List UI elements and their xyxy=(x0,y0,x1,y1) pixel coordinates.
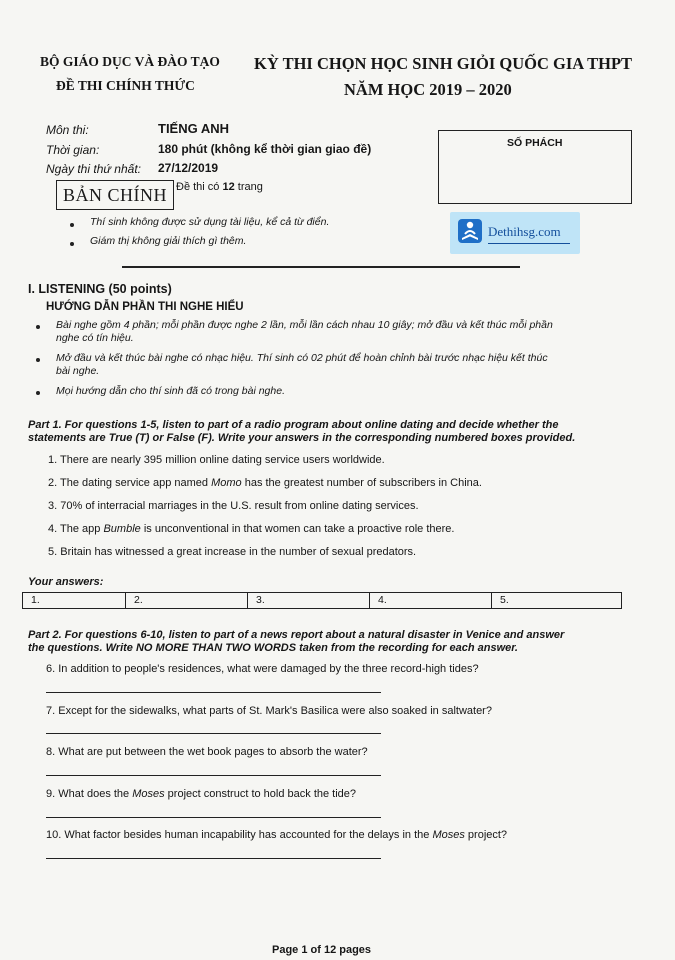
official-exam-label: ĐỀ THI CHÍNH THỨC xyxy=(56,78,195,93)
date-value: 27/12/2019 xyxy=(158,161,219,175)
answer-box-2[interactable]: 2. xyxy=(125,593,247,608)
statement-2 xyxy=(48,477,482,489)
guide-line-3: Mọi hướng dẫn cho thí sinh đã có trong bài nghe. xyxy=(56,385,285,397)
guide-line-2a: Mở đầu và kết thúc bài nghe có nhạc hiệu. Thí sinh có 02 phút để hoàn chỉnh bài trước nhạc hiệu kết thúc xyxy=(56,352,548,364)
question-9 xyxy=(46,788,356,800)
question-6 xyxy=(46,663,479,675)
bullet-icon xyxy=(70,223,74,227)
question-10 xyxy=(46,829,507,841)
question-emphasis: Moses xyxy=(132,788,165,800)
question-8 xyxy=(46,746,368,758)
answer-line-9[interactable] xyxy=(46,817,381,818)
question-emphasis: Moses xyxy=(432,829,465,841)
answer-line-6[interactable] xyxy=(46,692,381,693)
statement-text-end: has the greatest number of subscribers in China. xyxy=(241,477,482,489)
question-text: 8. What are put between the wet book pages to absorb the water? xyxy=(46,746,368,758)
part1-instruction-line2: statements are True (T) or False (F). Write your answers in the corresponding numbered boxes provided. xyxy=(28,432,576,444)
exam-title: KỲ THI CHỌN HỌC SINH GIỎI QUỐC GIA THPT xyxy=(254,54,633,73)
time-value: 180 phút (không kể thời gian giao đề) xyxy=(158,142,372,156)
watermark-badge xyxy=(450,212,580,254)
header-divider xyxy=(122,266,520,268)
statement-3 xyxy=(48,500,419,512)
question-text-end: project construct to hold back the tide? xyxy=(164,788,357,800)
part2-instruction-line2: the questions. Write NO MORE THAN TWO WORDS taken from the recording for each answer. xyxy=(28,642,518,654)
statement-text: There are nearly 395 million online dating service users worldwide. xyxy=(60,454,385,466)
date-label: Ngày thi thứ nhất: xyxy=(46,162,141,176)
answer-line-8[interactable] xyxy=(46,775,381,776)
listening-guide-title: HƯỚNG DẪN PHẦN THI NGHE HIỂU xyxy=(46,301,244,313)
statement-text: The app xyxy=(60,523,104,535)
statement-text: 70% of interracial marriages in the U.S. result from online dating services. xyxy=(60,500,419,512)
question-text-end: project? xyxy=(464,829,508,841)
statement-5 xyxy=(48,546,416,558)
answer-box-3[interactable]: 3. xyxy=(247,593,369,608)
answer-box-1[interactable]: 1. xyxy=(31,594,40,606)
question-text: 10. What factor besides human incapability has accounted for the delays in the xyxy=(46,829,433,841)
page-number: Page 1 of 12 pages xyxy=(272,944,372,956)
listening-title: I. LISTENING (50 points) xyxy=(28,282,172,296)
answer-box-5[interactable]: 5. xyxy=(491,593,621,608)
question-7 xyxy=(46,705,492,717)
page-count-note xyxy=(176,181,263,193)
watermark-underline xyxy=(488,243,570,244)
statement-emphasis: Bumble xyxy=(103,523,141,535)
school-year: NĂM HỌC 2019 – 2020 xyxy=(344,80,512,99)
answer-line-7[interactable] xyxy=(46,733,381,734)
rule-no-materials: Thí sinh không được sử dụng tài liệu, kể cả từ điển. xyxy=(90,216,330,228)
part2-instruction-line1: Part 2. For questions 6-10, listen to part of a news report about a natural disaster in Venice and answer xyxy=(28,629,565,641)
bullet-icon xyxy=(36,358,40,362)
statement-emphasis: Momo xyxy=(211,477,242,489)
statement-text: Britain has witnessed a great increase in the number of sexual predators. xyxy=(60,546,417,558)
question-text: 7. Except for the sidewalks, what parts of St. Mark's Basilica were also soaked in saltwater? xyxy=(46,705,492,717)
your-answers-label: Your answers: xyxy=(28,576,104,588)
subject-label: Môn thi: xyxy=(46,123,89,137)
bullet-icon xyxy=(36,391,40,395)
guide-line-1b: nghe có tín hiệu. xyxy=(56,332,134,344)
answer-table xyxy=(22,592,622,609)
answer-line-10[interactable] xyxy=(46,858,381,859)
original-copy-stamp: BẢN CHÍNH xyxy=(56,180,174,210)
watermark-text: Dethihsg.com xyxy=(488,224,561,239)
bullet-icon xyxy=(36,325,40,329)
statement-text-end: is unconventional in that women can take a proactive role there. xyxy=(140,523,455,535)
statement-1 xyxy=(48,454,385,466)
answer-box-4[interactable]: 4. xyxy=(369,593,491,608)
part1-instruction-line1: Part 1. For questions 1-5, listen to part of a radio program about online dating and decide whether the xyxy=(28,419,559,431)
rule-no-explanation: Giám thị không giải thích gì thêm. xyxy=(90,235,247,247)
statement-number: 3. xyxy=(48,500,58,512)
guide-line-2b: bài nghe. xyxy=(56,365,100,377)
page-count-suffix: trang xyxy=(234,181,263,193)
statement-number: 1. xyxy=(48,454,58,466)
bullet-icon xyxy=(70,242,74,246)
candidate-code-box xyxy=(438,130,632,204)
question-text: 6. In addition to people's residences, what were damaged by the three record-high tides? xyxy=(46,663,479,675)
page-count-number: 12 xyxy=(222,181,235,193)
time-label: Thời gian: xyxy=(46,143,100,157)
student-reading-icon xyxy=(458,219,482,243)
subject-value: TIẾNG ANH xyxy=(158,121,230,136)
statement-number: 5. xyxy=(48,546,58,558)
statement-4 xyxy=(48,523,454,535)
statement-text: The dating service app named xyxy=(60,477,212,489)
question-text: 9. What does the xyxy=(46,788,133,800)
guide-line-1a: Bài nghe gồm 4 phần; mỗi phần được nghe 2 lần, mỗi lần cách nhau 10 giây; mở đầu và kết thúc mỗi phần xyxy=(56,319,553,331)
candidate-code-label: SỐ PHÁCH xyxy=(507,137,563,149)
ministry-name: BỘ GIÁO DỤC VÀ ĐÀO TẠO xyxy=(40,54,220,69)
statement-number: 4. xyxy=(48,523,58,535)
page-count-prefix: Đề thi có xyxy=(176,181,223,193)
statement-number: 2. xyxy=(48,477,58,489)
